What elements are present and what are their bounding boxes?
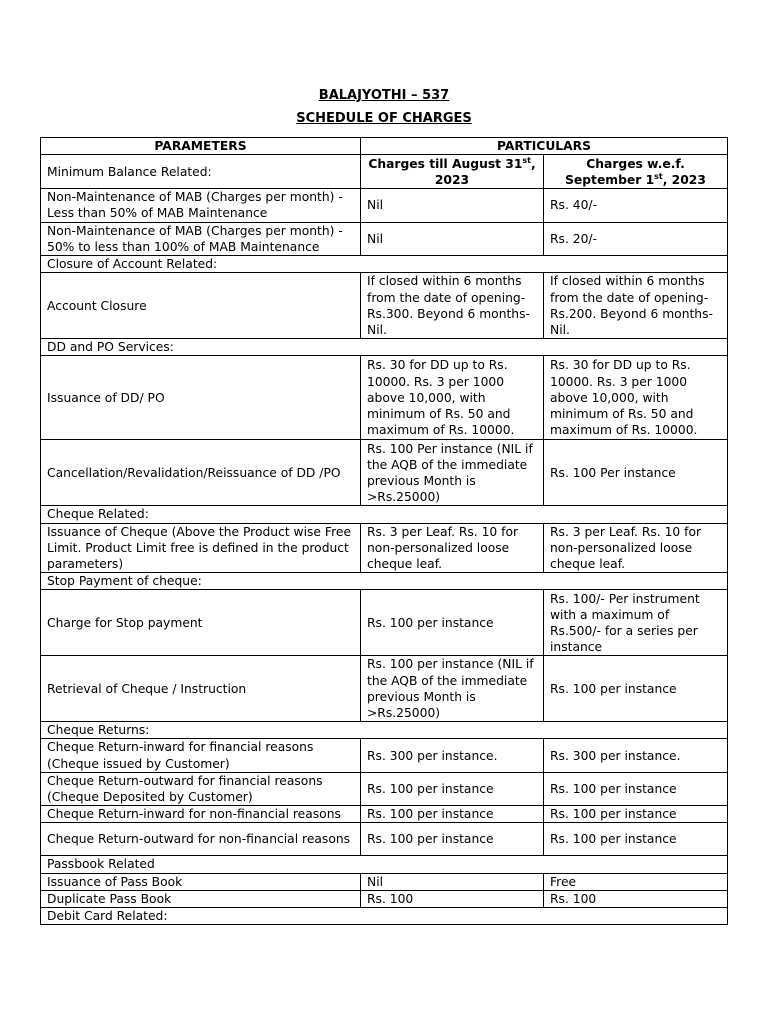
- section-row: [41, 856, 728, 873]
- column-new-date: September 1: [565, 172, 655, 187]
- new-charge-cell: Rs. 300 per instance.: [544, 739, 728, 772]
- table-row: [41, 873, 728, 890]
- new-charge-cell: Rs. 100 per instance: [544, 772, 728, 805]
- old-charge-cell: If closed within 6 months from the date of opening- Rs.300. Beyond 6 months- Nil.: [361, 273, 544, 339]
- particulars-header: PARTICULARS: [361, 138, 728, 155]
- old-charge-cell: Rs. 100 per instance: [361, 823, 544, 856]
- section-row: [41, 908, 728, 925]
- table-row: [41, 890, 728, 907]
- old-charge-cell: Rs. 100: [361, 890, 544, 907]
- old-charge-cell: Rs. 30 for DD up to Rs. 10000. Rs. 3 per 1000 above 10,000, with minimum of Rs. 50 and maximum of Rs. 10000.: [361, 356, 544, 440]
- section-label: Cheque Returns:: [41, 722, 728, 739]
- column-new-year: , 2023: [662, 172, 706, 187]
- parameter-cell: Charge for Stop payment: [41, 590, 361, 656]
- parameter-cell: Non-Maintenance of MAB (Charges per month) - Less than 50% of MAB Maintenance: [41, 189, 361, 222]
- table-row: [41, 189, 728, 222]
- section-row: [41, 339, 728, 356]
- table-row: [41, 440, 728, 506]
- column-old-sup: st: [522, 155, 532, 165]
- table-row: [41, 273, 728, 339]
- section-row: [41, 573, 728, 590]
- parameter-cell: Account Closure: [41, 273, 361, 339]
- parameters-header: PARAMETERS: [41, 138, 361, 155]
- new-charge-cell: Rs. 20/-: [544, 222, 728, 255]
- column-new-charges-header: [544, 155, 728, 189]
- table-row: [41, 590, 728, 656]
- schedule-of-charges-table: [40, 137, 728, 925]
- old-charge-cell: Nil: [361, 222, 544, 255]
- new-charge-cell: Rs. 100: [544, 890, 728, 907]
- old-charge-cell: Rs. 100 per instance: [361, 806, 544, 823]
- parameter-cell: Issuance of DD/ PO: [41, 356, 361, 440]
- new-charge-cell: Rs. 100 Per instance: [544, 440, 728, 506]
- old-charge-cell: Rs. 100 Per instance (NIL if the AQB of the immediate previous Month is >Rs.25000): [361, 440, 544, 506]
- column-old-charges-header: [361, 155, 544, 189]
- section-row: [41, 256, 728, 273]
- column-old-year: 2023: [434, 172, 470, 187]
- parameter-cell: Issuance of Cheque (Above the Product wise Free Limit. Product Limit free is defined in the product parameters): [41, 523, 361, 573]
- column-new-sup: st: [654, 171, 663, 181]
- parameter-cell: Cheque Return-inward for non-financial reasons: [41, 806, 361, 823]
- document-subtitle: SCHEDULE OF CHARGES: [296, 111, 472, 126]
- table-subheader-row: [41, 155, 728, 189]
- parameter-cell: Cheque Return-outward for financial reasons (Cheque Deposited by Customer): [41, 772, 361, 805]
- new-charge-cell: Rs. 100 per instance: [544, 806, 728, 823]
- section-label: Passbook Related: [41, 856, 728, 873]
- new-charge-cell: Rs. 100 per instance: [544, 656, 728, 722]
- table-row: [41, 523, 728, 573]
- parameter-cell: Non-Maintenance of MAB (Charges per month) - 50% to less than 100% of MAB Maintenance: [41, 222, 361, 255]
- old-charge-cell: Rs. 3 per Leaf. Rs. 10 for non-personalized loose cheque leaf.: [361, 523, 544, 573]
- column-new-label: Charges w.e.f.: [586, 156, 685, 171]
- new-charge-cell: Rs. 3 per Leaf. Rs. 10 for non-personalized loose cheque leaf.: [544, 523, 728, 573]
- section-label: DD and PO Services:: [41, 339, 728, 356]
- section-label: Debit Card Related:: [41, 908, 728, 925]
- new-charge-cell: Rs. 40/-: [544, 189, 728, 222]
- table-row: [41, 806, 728, 823]
- table-row: [41, 356, 728, 440]
- table-row: [41, 656, 728, 722]
- table-row: [41, 823, 728, 856]
- parameter-cell: Cheque Return-outward for non-financial reasons: [41, 823, 361, 856]
- table-row: [41, 772, 728, 805]
- section-row: [41, 722, 728, 739]
- old-charge-cell: Rs. 300 per instance.: [361, 739, 544, 772]
- new-charge-cell: If closed within 6 months from the date of opening- Rs.200. Beyond 6 months- Nil.: [544, 273, 728, 339]
- old-charge-cell: Rs. 100 per instance: [361, 590, 544, 656]
- old-charge-cell: Nil: [361, 873, 544, 890]
- document-title: BALAJYOTHI – 537: [318, 88, 450, 103]
- parameter-cell: Retrieval of Cheque / Instruction: [41, 656, 361, 722]
- section-label: Stop Payment of cheque:: [41, 573, 728, 590]
- new-charge-cell: Rs. 100 per instance: [544, 823, 728, 856]
- new-charge-cell: Free: [544, 873, 728, 890]
- parameter-cell: Issuance of Pass Book: [41, 873, 361, 890]
- table-row: [41, 222, 728, 255]
- section-label: Closure of Account Related:: [41, 256, 728, 273]
- table-row: [41, 739, 728, 772]
- old-charge-cell: Rs. 100 per instance: [361, 772, 544, 805]
- min-balance-section-header: Minimum Balance Related:: [41, 155, 361, 189]
- parameter-cell: Cheque Return-inward for financial reasons (Cheque issued by Customer): [41, 739, 361, 772]
- parameter-cell: Duplicate Pass Book: [41, 890, 361, 907]
- section-label: Cheque Related:: [41, 506, 728, 523]
- new-charge-cell: Rs. 30 for DD up to Rs. 10000. Rs. 3 per 1000 above 10,000, with minimum of Rs. 50 and maximum of Rs. 10000.: [544, 356, 728, 440]
- new-charge-cell: Rs. 100/- Per instrument with a maximum of Rs.500/- for a series per instance: [544, 590, 728, 656]
- old-charge-cell: Nil: [361, 189, 544, 222]
- column-old-label: Charges till August 31: [368, 156, 523, 171]
- column-old-suffix: ,: [531, 156, 536, 171]
- section-row: [41, 506, 728, 523]
- parameter-cell: Cancellation/Revalidation/Reissuance of DD /PO: [41, 440, 361, 506]
- old-charge-cell: Rs. 100 per instance (NIL if the AQB of the immediate previous Month is >Rs.25000): [361, 656, 544, 722]
- table-header-row: [41, 138, 728, 155]
